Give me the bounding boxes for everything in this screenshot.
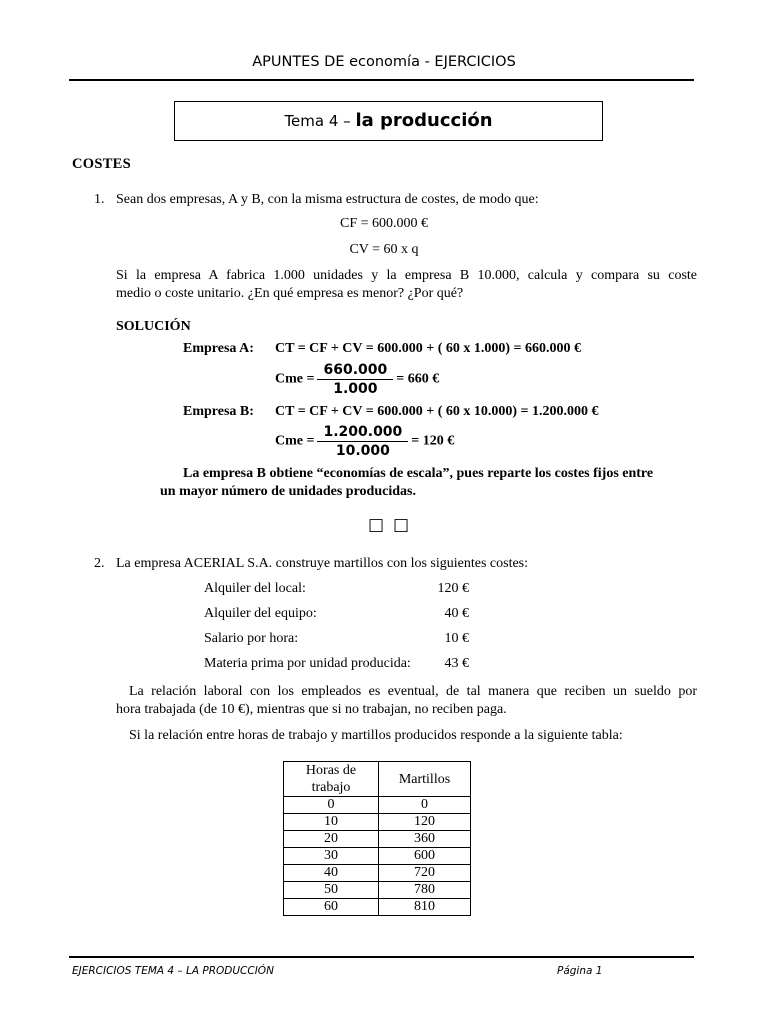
table-row <box>284 848 471 865</box>
page-header-title: APUNTES DE economía - EJERCICIOS <box>252 54 516 70</box>
company-b-result: = 120 € <box>411 433 455 449</box>
cost-item-value: 10 € <box>444 631 469 646</box>
table-cell-hours: 10 <box>284 814 379 831</box>
header-divider <box>69 79 694 81</box>
table-cell-hours: 40 <box>284 865 379 882</box>
company-b-fraction <box>317 424 408 459</box>
topic-prefix: Tema 4 – <box>284 112 351 130</box>
footer-divider <box>69 956 694 958</box>
exercise-1-question-line-1: Si la empresa A fabrica 1.000 unidades y la empresa B 10.000, calcula y compara su coste <box>116 268 697 283</box>
company-b-cme-label: Cme = <box>275 433 315 449</box>
table-row <box>284 882 471 899</box>
exercise-2-paragraph-2: Si la relación entre horas de trabajo y martillos producidos responde a la siguiente tabla: <box>129 728 623 743</box>
table-row <box>284 831 471 848</box>
section-heading: COSTES <box>72 156 132 172</box>
company-a-fraction <box>317 362 393 397</box>
table-cell-hours: 50 <box>284 882 379 899</box>
cost-item-value: 40 € <box>444 606 469 621</box>
table-cell-hours: 60 <box>284 899 379 916</box>
company-a-label: Empresa A: <box>183 341 254 356</box>
cost-item-label: Materia prima por unidad producida: <box>204 656 411 671</box>
fixed-cost-formula: CF = 600.000 € <box>339 216 429 231</box>
table-cell-hammers: 810 <box>379 899 471 916</box>
exercise-1-statement: Sean dos empresas, A y B, con la misma estructura de costes, de modo que: <box>116 192 539 207</box>
hours-hammers-table <box>283 761 471 916</box>
table-header-hammers: Martillos <box>379 762 471 797</box>
cost-item-label: Salario por hora: <box>204 631 299 646</box>
company-a-numerator: 660.000 <box>317 362 393 380</box>
conclusion-line-1: La empresa B obtiene “economías de escala”, pues reparte los costes fijos entre <box>183 466 654 481</box>
table-row <box>284 865 471 882</box>
exercise-1-question-line-2: medio o coste unitario. ¿En qué empresa es menor? ¿Por qué? <box>116 286 464 301</box>
table-row <box>284 797 471 814</box>
table-cell-hours: 30 <box>284 848 379 865</box>
company-a-total-cost: CT = CF + CV = 600.000 + ( 60 x 1.000) = 660.000 € <box>275 341 582 356</box>
separator-symbols: □□ <box>368 515 419 535</box>
table-header-hours-line-2: trabajo <box>311 780 351 795</box>
exercise-2-statement: La empresa ACERIAL S.A. construye martillos con los siguientes costes: <box>116 556 529 571</box>
company-b-numerator: 1.200.000 <box>317 424 408 442</box>
table-cell-hammers: 360 <box>379 831 471 848</box>
exercise-2-paragraph-1-line-2: hora trabajada (de 10 €), mientras que si no trabajan, no reciben paga. <box>116 702 507 717</box>
cost-item-value: 43 € <box>444 656 469 671</box>
solution-label: SOLUCIÓN <box>116 319 191 334</box>
exercise-1-number: 1. <box>94 192 105 207</box>
company-b-total-cost: CT = CF + CV = 600.000 + ( 60 x 10.000) = 1.200.000 € <box>275 404 599 419</box>
table-cell-hours: 0 <box>284 797 379 814</box>
table-header-row <box>284 762 471 797</box>
footer-page-number: Página 1 <box>557 965 603 977</box>
company-b-average-cost <box>275 424 454 459</box>
table-row <box>284 899 471 916</box>
cost-item-value: 120 € <box>437 581 469 596</box>
cost-item-label: Alquiler del local: <box>204 581 306 596</box>
table-cell-hammers: 120 <box>379 814 471 831</box>
table-cell-hammers: 0 <box>379 797 471 814</box>
company-b-denominator: 10.000 <box>335 443 390 459</box>
table-cell-hammers: 780 <box>379 882 471 899</box>
table-cell-hours: 20 <box>284 831 379 848</box>
company-a-result: = 660 € <box>396 371 440 387</box>
company-a-average-cost <box>275 362 439 397</box>
company-a-denominator: 1.000 <box>333 381 378 397</box>
cost-item-label: Alquiler del equipo: <box>204 606 317 621</box>
table-header-hours-line-1: Horas de <box>305 763 357 778</box>
conclusion-line-2: un mayor número de unidades producidas. <box>160 484 416 499</box>
company-a-cme-label: Cme = <box>275 371 315 387</box>
table-cell-hammers: 600 <box>379 848 471 865</box>
company-b-label: Empresa B: <box>183 404 254 419</box>
exercise-2-number: 2. <box>94 556 105 571</box>
footer-chapter-title: EJERCICIOS TEMA 4 – LA PRODUCCIÓN <box>72 965 274 977</box>
table-header-hours <box>284 762 379 797</box>
exercise-2-paragraph-1-line-1: La relación laboral con los empleados es eventual, de tal manera que reciben un sueldo por <box>129 684 697 699</box>
table-row <box>284 814 471 831</box>
topic-title-box <box>174 101 603 141</box>
topic-title: la producción <box>355 110 493 131</box>
variable-cost-formula: CV = 60 x q <box>349 242 419 257</box>
table-cell-hammers: 720 <box>379 865 471 882</box>
